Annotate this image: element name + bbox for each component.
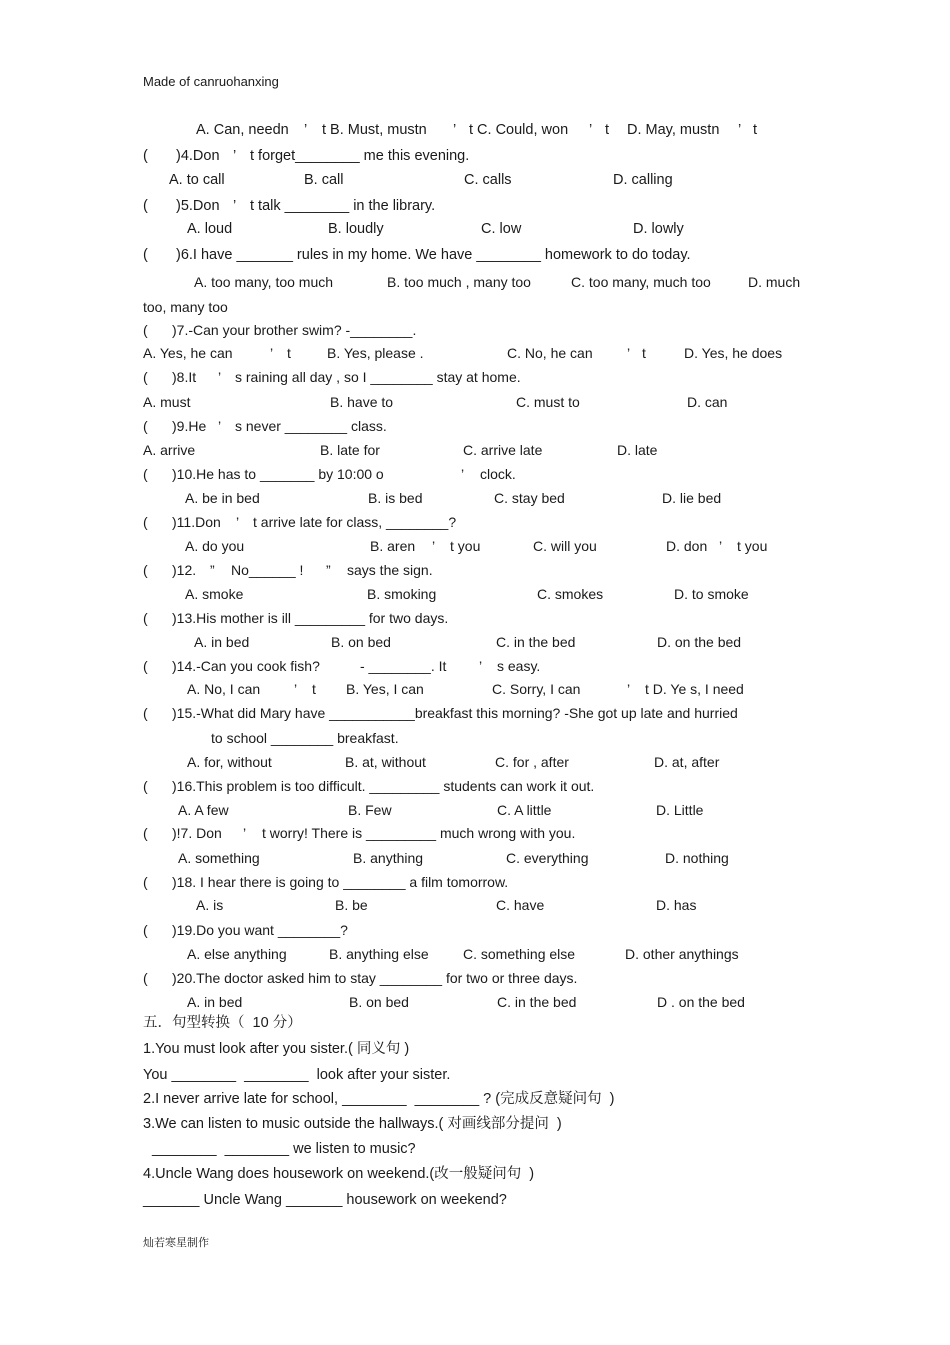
text-line-17-seg-3: ’ [236,514,240,530]
text-line-13-seg-3: ’ [218,418,222,434]
text-line-45-seg-1: _______ Uncle Wang _______ housework on weekend? [143,1192,507,1208]
text-line-37-seg-3: C. in the bed [497,994,577,1010]
text-line-7-seg-1: A. too many, too much [194,274,334,290]
text-line-12-seg-1: A. must [143,394,191,410]
text-line-11-seg-4: s raining all day , so I ________ stay at home. [235,369,521,385]
text-line-2-seg-1: ( [143,148,148,164]
text-line-19-seg-2: )12. [172,562,197,578]
text-line-31-seg-2: B. anything [353,850,424,866]
text-line-18-seg-7: ’ [719,538,723,554]
text-line-18-seg-8: t you [737,538,768,554]
text-line-15-seg-1: ( [143,466,148,482]
text-line-14-seg-4: D. late [617,442,658,458]
text-line-6-seg-2: )6.I have _______ rules in my home. We have ________ homework to do today. [176,247,691,263]
text-line-1-seg-3: t B. Must, mustn [322,122,427,138]
text-line-13-seg-2: )9.He [172,418,207,434]
text-line-19-seg-4: No______ ! [231,562,304,578]
text-line-30-seg-1: ( [143,825,148,841]
text-line-1-seg-7: t [605,122,610,138]
page-footer: 灿若寒星制作 [143,1236,209,1249]
text-line-1-seg-9: ’ [738,122,742,138]
text-line-10-seg-5: C. No, he can [507,345,593,361]
text-line-23-seg-5: s easy. [497,658,541,674]
text-line-44-seg-1: 4.Uncle Wang does housework on weekend.(改一般疑问句 ) [143,1166,535,1182]
text-line-15-seg-3: ’ [461,466,465,482]
text-line-38-seg-1: 五．句型转换（ 10 分） [143,1015,302,1031]
text-line-28-seg-1: ( [143,778,148,794]
text-line-21-seg-2: )13.His mother is ill _________ for two days. [172,610,449,626]
text-line-41-seg-1: 2.I never arrive late for school, ________ ________ ? (完成反意疑问句 ) [143,1091,615,1107]
text-line-20-seg-2: B. smoking [367,586,437,602]
text-line-34-seg-2: )19.Do you want ________? [172,922,348,938]
text-line-24-seg-7: t D. Ye s, I need [645,681,744,697]
text-line-37-seg-2: B. on bed [349,994,409,1010]
text-line-1-seg-10: t [753,122,758,138]
text-line-20-seg-1: A. smoke [185,586,244,602]
text-line-18-seg-6: D. don [666,538,708,554]
text-line-43-seg-1: ________ ________ we listen to music? [152,1141,416,1157]
text-line-36-seg-1: ( [143,970,148,986]
text-line-1-seg-4: ’ [453,122,457,138]
text-line-29-seg-2: B. Few [348,802,392,818]
text-line-7-seg-2: B. too much , many too [387,274,531,290]
page-header: Made of canruohanxing [143,74,279,89]
text-line-26-seg-1: to school ________ breakfast. [211,730,399,746]
text-line-32-seg-2: )18. I hear there is going to ________ a film tomorrow. [172,874,509,890]
text-line-27-seg-3: C. for , after [495,754,569,770]
text-line-11-seg-2: )8.It [172,369,197,385]
text-line-11-seg-3: ’ [218,369,222,385]
text-line-9-seg-2: )7.-Can your brother swim? -________. [172,322,417,338]
text-line-31-seg-1: A. something [178,850,260,866]
text-line-28-seg-2: )16.This problem is too difficult. _________ students can work it out. [172,778,595,794]
text-line-24-seg-3: t [312,681,316,697]
text-line-17-seg-4: t arrive late for class, ________? [253,514,457,530]
text-line-27-seg-2: B. at, without [345,754,426,770]
text-line-10-seg-4: B. Yes, please . [327,345,424,361]
text-line-1-seg-8: D. May, mustn [627,122,720,138]
text-line-19-seg-3: ” [210,562,215,578]
text-line-10-seg-1: A. Yes, he can [143,345,233,361]
text-line-18-seg-4: t you [450,538,481,554]
text-line-16-seg-3: C. stay bed [494,490,565,506]
text-line-22-seg-3: C. in the bed [496,634,576,650]
text-line-7-seg-4: D. much [748,274,801,290]
text-line-2-seg-3: ’ [233,148,237,164]
text-line-30-seg-2: )!7. Don [172,825,222,841]
text-line-1-seg-6: ’ [589,122,593,138]
text-line-11-seg-1: ( [143,369,148,385]
text-line-22-seg-2: B. on bed [331,634,391,650]
text-line-27-seg-4: D. at, after [654,754,720,770]
text-line-37-seg-1: A. in bed [187,994,243,1010]
text-line-24-seg-4: B. Yes, I can [346,681,424,697]
text-line-20-seg-3: C. smokes [537,586,604,602]
text-line-25-seg-2: )15.-What did Mary have ___________breakfast this morning? -She got up late and hurried [172,705,738,721]
text-line-34-seg-1: ( [143,922,148,938]
text-line-33-seg-1: A. is [196,897,224,913]
text-line-29-seg-1: A. A few [178,802,229,818]
text-line-18-seg-5: C. will you [533,538,597,554]
text-line-24-seg-5: C. Sorry, I can [492,681,581,697]
text-line-16-seg-2: B. is bed [368,490,423,506]
text-line-15-seg-4: clock. [480,466,516,482]
text-line-13-seg-4: s never ________ class. [235,418,387,434]
text-line-29-seg-3: C. A little [497,802,552,818]
text-line-23-seg-1: ( [143,658,148,674]
text-line-16-seg-1: A. be in bed [185,490,260,506]
text-line-33-seg-3: C. have [496,897,545,913]
text-line-35-seg-4: D. other anythings [625,946,739,962]
text-line-35-seg-1: A. else anything [187,946,287,962]
text-line-31-seg-3: C. everything [506,850,589,866]
text-line-4-seg-1: ( [143,198,148,214]
text-line-10-seg-2: ’ [270,345,274,361]
text-line-12-seg-3: C. must to [516,394,580,410]
text-line-32-seg-1: ( [143,874,148,890]
text-line-5-seg-3: C. low [481,221,522,237]
text-line-21-seg-1: ( [143,610,148,626]
text-line-30-seg-3: ’ [243,825,247,841]
text-line-7-seg-3: C. too many, much too [571,274,711,290]
text-line-4-seg-2: )5.Don [176,198,220,214]
text-line-20-seg-4: D. to smoke [674,586,749,602]
text-line-19-seg-6: says the sign. [347,562,433,578]
text-line-36-seg-2: )20.The doctor asked him to stay ________ for two or three days. [172,970,578,986]
text-line-3-seg-4: D. calling [613,172,673,188]
text-line-42-seg-1: 3.We can listen to music outside the hallways.( 对画线部分提问 ) [143,1116,562,1132]
text-line-14-seg-2: B. late for [320,442,380,458]
text-line-18-seg-2: B. aren [370,538,416,554]
text-line-18-seg-1: A. do you [185,538,245,554]
text-line-12-seg-4: D. can [687,394,728,410]
text-line-5-seg-2: B. loudly [328,221,384,237]
text-line-1-seg-5: t C. Could, won [469,122,569,138]
text-line-18-seg-3: ’ [432,538,436,554]
text-line-17-seg-2: )11.Don [172,514,221,530]
text-line-2-seg-4: t forget________ me this evening. [250,148,470,164]
text-line-5-seg-4: D. lowly [633,221,684,237]
text-line-35-seg-3: C. something else [463,946,576,962]
text-line-22-seg-1: A. in bed [194,634,250,650]
text-line-10-seg-7: t [642,345,646,361]
text-line-23-seg-2: )14.-Can you cook fish? [172,658,320,674]
text-line-13-seg-1: ( [143,418,148,434]
text-line-9-seg-1: ( [143,322,148,338]
text-line-1-seg-2: ’ [304,122,308,138]
text-line-10-seg-8: D. Yes, he does [684,345,783,361]
text-line-3-seg-2: B. call [304,172,344,188]
text-line-23-seg-4: ’ [479,658,483,674]
text-line-33-seg-2: B. be [335,897,368,913]
text-line-24-seg-2: ’ [294,681,298,697]
text-line-35-seg-2: B. anything else [329,946,429,962]
text-line-29-seg-4: D. Little [656,802,704,818]
text-line-3-seg-1: A. to call [169,172,225,188]
text-line-31-seg-4: D. nothing [665,850,729,866]
text-line-25-seg-1: ( [143,705,148,721]
text-line-8-seg-1: too, many too [143,299,228,315]
text-line-40-seg-1: You ________ ________ look after your sister. [143,1067,451,1083]
text-line-10-seg-3: t [287,345,291,361]
text-line-19-seg-5: ” [326,562,331,578]
text-line-37-seg-4: D . on the bed [657,994,745,1010]
text-line-12-seg-2: B. have to [330,394,394,410]
text-line-4-seg-4: t talk ________ in the library. [250,198,436,214]
text-line-22-seg-4: D. on the bed [657,634,742,650]
text-line-1-seg-1: A. Can, needn [196,122,289,138]
text-line-23-seg-3: - ________. It [360,658,447,674]
text-line-3-seg-3: C. calls [464,172,512,188]
text-line-15-seg-2: )10.He has to _______ by 10:00 o [172,466,384,482]
text-line-14-seg-1: A. arrive [143,442,196,458]
text-line-14-seg-3: C. arrive late [463,442,543,458]
text-line-4-seg-3: ’ [233,198,237,214]
text-line-5-seg-1: A. loud [187,221,233,237]
text-line-33-seg-4: D. has [656,897,697,913]
text-line-6-seg-1: ( [143,247,148,263]
text-line-2-seg-2: )4.Don [176,148,220,164]
text-line-17-seg-1: ( [143,514,148,530]
text-line-16-seg-4: D. lie bed [662,490,722,506]
text-line-27-seg-1: A. for, without [187,754,272,770]
text-line-39-seg-1: 1.You must look after you sister.( 同义句 ) [143,1041,410,1057]
text-line-24-seg-6: ’ [627,681,631,697]
text-line-30-seg-4: t worry! There is _________ much wrong with you. [262,825,576,841]
text-line-19-seg-1: ( [143,562,148,578]
text-line-10-seg-6: ’ [627,345,631,361]
text-line-24-seg-1: A. No, I can [187,681,261,697]
